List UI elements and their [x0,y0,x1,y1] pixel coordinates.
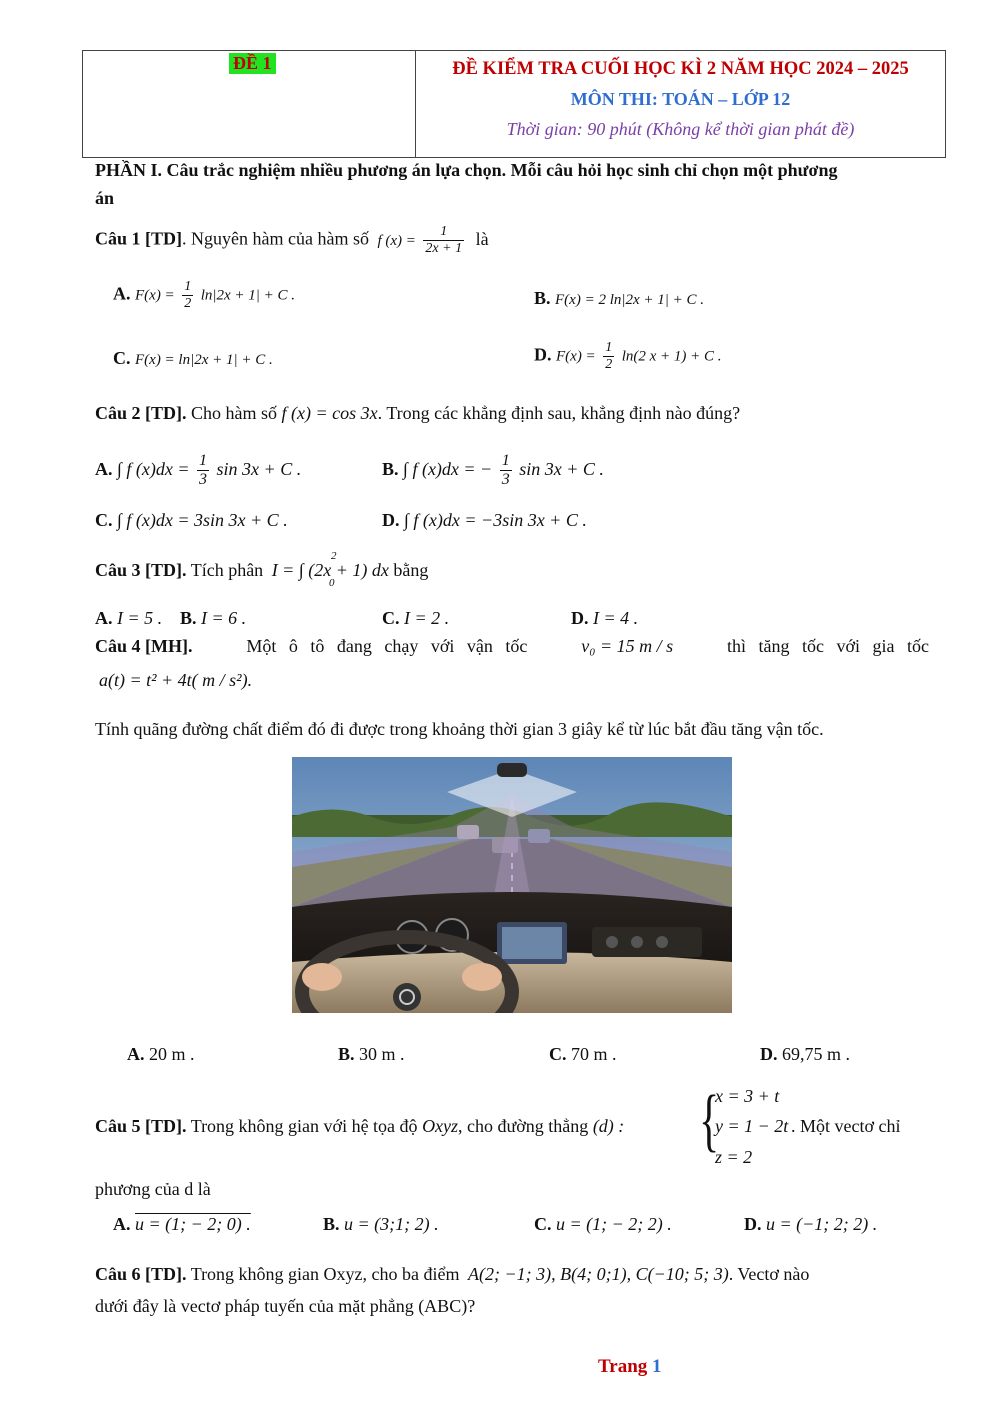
q3-c-label: C. [382,608,400,628]
q1-a-den: 2 [184,296,192,312]
footer-label: Trang [598,1356,648,1377]
q3-a-label: A. [95,608,113,628]
q5-d: (d) : [592,1116,625,1136]
header-box [82,50,946,158]
question-1 [95,224,489,257]
q1-c-label: C. [113,348,131,368]
question-6 [95,1264,809,1285]
q2-option-b [382,452,604,490]
q2-b-fraction [500,452,512,490]
q2-b-post: sin 3x + C . [519,459,604,480]
q5-option-a [113,1214,251,1235]
q5-c-label: C. [534,1214,552,1234]
q3-option-d [571,608,638,629]
q3-upper-limit: 2 [331,550,337,562]
q4-c-label: C. [549,1044,567,1064]
q4-acceleration: a(t) = t² + 4t( m / s²). [99,670,253,690]
q4-label: Câu 4 [MH]. [95,636,193,656]
q4-a-expr: 20 m . [149,1044,195,1064]
q1-d-num: 1 [603,340,614,357]
q1-a-fraction [182,279,193,312]
q5-d-expr: u = (−1; 2; 2) . [766,1214,878,1234]
q2-option-d [382,510,587,531]
q3-d-label: D. [571,608,589,628]
q6-post: . Vectơ nào [728,1264,810,1284]
exam-code: ĐỀ 1 [229,53,276,74]
q2-a-num: 1 [197,452,209,471]
q1-option-c [113,348,273,369]
q1-b-label: B. [534,288,551,308]
q4-b-label: B. [338,1044,355,1064]
q1-c-expr: F(x) = ln|2x + 1| + C . [135,352,273,368]
part1-heading-line1: PHẦN I. Câu trắc nghiệm nhiều phương án lựa chọn. Mỗi câu hỏi học sinh chỉ chọn một phương [95,160,838,180]
q3-pre: Tích phân [190,560,264,580]
q5-c-expr: u = (1; − 2; 2) . [556,1214,672,1234]
q1-a-post: ln|2x + 1| + C . [200,287,296,304]
exam-time: Thời gian: 90 phút (Không kể thời gian phát đề) [506,119,855,139]
q5-a-expr: u = (1; − 2; 0) . [135,1214,251,1234]
header-right-cell [416,51,945,157]
page-footer [598,1356,662,1378]
q5-b-expr: u = (3;1; 2) . [344,1214,439,1234]
q6-pre: Trong không gian Oxyz, cho ba điểm [190,1264,460,1284]
q2-b-den: 3 [501,471,510,489]
q3-lower-limit: 0 [329,577,335,589]
q4-option-b [338,1044,405,1065]
q6-points: A(2; −1; 3), B(4; 0;1), C(−10; 5; 3) [468,1264,729,1284]
q1-a-pre: F(x) = [135,287,175,304]
q6-line2: dưới đây là vectơ pháp tuyến của mặt phẳng (ABC)? [95,1296,476,1316]
part1-heading-line2: án [95,188,115,208]
q4-c-expr: 70 m . [571,1044,617,1064]
q2-func: f (x) = cos 3x [281,403,378,423]
q5-pre: Trong không gian với hệ tọa độ [190,1116,418,1136]
footer-page-number: 1 [652,1356,662,1377]
q2-label: Câu 2 [TD]. [95,403,187,423]
q2-option-c [95,510,288,531]
q1-b-expr: F(x) = 2 ln|2x + 1| + C . [555,292,705,308]
q5-d-label: D. [744,1214,762,1234]
q4-option-d [760,1044,850,1065]
question-4-line1 [95,636,929,657]
q4-option-a [127,1044,195,1065]
q5-system-line2: y = 1 − 2t [715,1116,789,1136]
q4-line1-text: Một ô tô đang chạy với vận tốc [246,636,528,656]
q1-d-den: 2 [605,357,613,373]
q2-post: . Trong các khẳng định sau, khẳng định nào đúng? [377,403,741,423]
q3-option-b [180,608,246,629]
q2-a-post: sin 3x + C . [216,459,302,480]
q2-d-label: D. [382,510,400,530]
q1-d-post: ln(2 x + 1) + C . [621,348,722,365]
q1-fraction [423,224,464,257]
q5-line2: phương của d là [95,1179,211,1199]
q5-mid: , cho đường thẳng [458,1116,589,1136]
q3-c-expr: I = 2 . [404,608,450,628]
header-left-cell [83,51,416,157]
q5-post: . Một vectơ chỉ [791,1116,901,1136]
q5-label: Câu 5 [TD]. [95,1116,187,1136]
q2-c-expr: ∫ f (x)dx = 3sin 3x + C . [117,510,288,530]
q5-system-line3: z = 2 [715,1147,753,1167]
q2-a-label: A. [95,459,113,480]
q1-d-fraction [603,340,614,373]
q5-b-label: B. [323,1214,340,1234]
q4-d-label: D. [760,1044,778,1064]
question-3 [95,560,428,581]
q1-tail: là [475,228,489,249]
q5-option-d [744,1214,877,1235]
car-dashboard-image [292,757,732,1013]
q1-text: . Nguyên hàm của hàm số [182,228,369,249]
q5-option-c [534,1214,672,1235]
q5-oxyz: Oxyz [422,1116,459,1136]
q3-expr: I = ∫ (2x + 1) dx [271,560,389,580]
q2-c-label: C. [95,510,113,530]
q2-b-pre: ∫ f (x)dx = − [403,459,493,480]
q1-label: Câu 1 [TD] [95,228,183,249]
q3-a-expr: I = 5 . [117,608,163,628]
q5-system-brace: { [699,1082,720,1159]
question-2 [95,403,740,424]
q3-label: Câu 3 [TD]. [95,560,187,580]
q4-a-label: A. [127,1044,145,1064]
q2-d-expr: ∫ f (x)dx = −3sin 3x + C . [404,510,587,530]
question-5 [95,1116,624,1137]
q2-a-fraction [197,452,209,490]
q3-b-expr: I = 6 . [201,608,247,628]
exam-subject: MÔN THI: TOÁN – LỚP 12 [570,89,791,109]
q4-b-expr: 30 m . [359,1044,405,1064]
q1-d-label: D. [534,344,552,365]
q2-b-label: B. [382,459,399,480]
q2-a-den: 3 [199,471,208,489]
q3-d-expr: I = 4 . [593,608,639,628]
q5-a-label: A. [113,1214,131,1234]
q1-func: f (x) = [377,232,416,249]
q6-label: Câu 6 [TD]. [95,1264,187,1284]
q1-option-a [113,279,295,312]
q5-system-line1: x = 3 + t [715,1086,780,1106]
q1-frac-num: 1 [423,224,464,241]
q1-a-label: A. [113,283,131,304]
q5-option-b [323,1214,439,1235]
exam-title: ĐỀ KIỂM TRA CUỐI HỌC KÌ 2 NĂM HỌC 2024 – 2025 [452,59,909,79]
q1-a-num: 1 [182,279,193,296]
q2-option-a [95,452,301,490]
q3-option-a [95,608,162,629]
q1-d-pre: F(x) = [556,348,596,365]
q4-line1b-text: thì tăng tốc với gia tốc [727,636,929,656]
q1-frac-den: 2x + 1 [425,241,463,257]
q4-option-c [549,1044,617,1065]
q4-v0: v₀ = 15 m / s [581,636,674,656]
q3-post: bằng [393,560,429,580]
q4-line2: Tính quãng đường chất điểm đó đi được trong khoảng thời gian 3 giây kể từ lúc bắt đầu tăng vận tốc. [95,719,824,739]
q4-d-expr: 69,75 m . [782,1044,851,1064]
q3-option-c [382,608,449,629]
q2-a-pre: ∫ f (x)dx = [117,459,190,480]
q1-option-b [534,288,704,309]
q2-pre: Cho hàm số [191,403,278,423]
q2-b-num: 1 [500,452,512,471]
car-dashboard-illustration [292,757,732,1013]
q1-option-d [534,340,722,373]
q3-b-label: B. [180,608,197,628]
